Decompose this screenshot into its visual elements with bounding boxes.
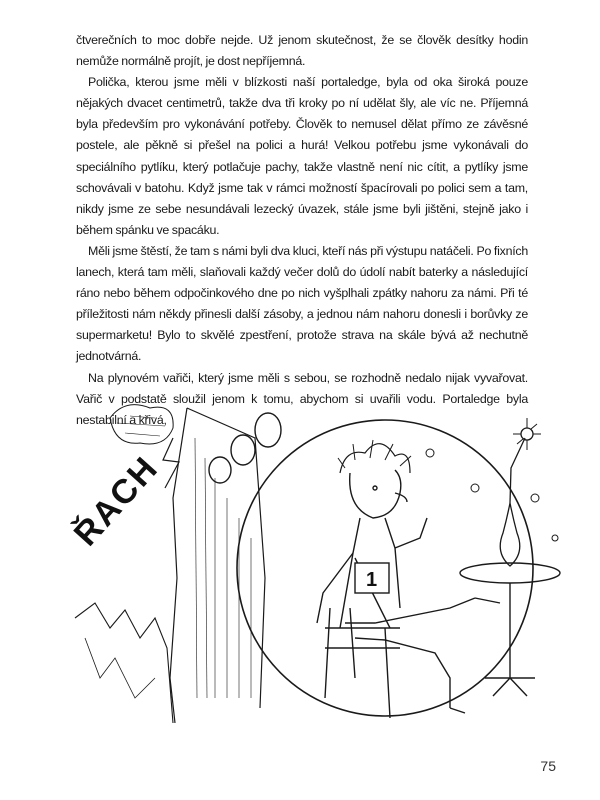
thought-bubble-small-1: [209, 457, 231, 483]
man-figure: [317, 440, 500, 713]
page-number: 75: [540, 758, 556, 774]
cartoon-illustration: [55, 378, 565, 723]
paragraph-2: Polička, kterou jsme měli v blízkosti naší portaledge, byla od oka široká pouze nějakých dvacet centimetrů, takže dva tři kroky po ní udělat šly, ale víc ne. Příjemná byla především pro vykonávání potřeby. Člověk to nemusel dělat přímo ze závěsné postele, ale pěkně si přešel na polici a hurá! Velkou potřebu jsme vykonávali do speciálního pytlíku, který potlačuje pachy, takže vlastně není nic cítit, a pytlíky jsme schovávali v batohu. Když jsme tak v rámci možností špacírovali po polici sem a tam, nikdy jsme ze sebe nesundávali lezecký úvazek, stále jsme byli jištěni, stejně jako i během spánku ve spacáku.: [76, 75, 528, 237]
paragraph-4: Na plynovém vařiči, který jsme měli s sebou, se rozhodně nedalo nijak vyvařovat. Vařič v podstatě sloužil jenom k tomu, abychom si uvařili vodu. Portaledge byla nestabilní a křivá,: [76, 370, 528, 427]
thought-bubble-small-2: [231, 435, 255, 465]
paragraph-1: čtverečních to moc dobře nejde. Už jenom skutečnost, že se člověk desítky hodin nemůže normálně projít, je dost nepříjemná.: [76, 33, 528, 69]
paragraph-3: Měli jsme štěstí, že tam s námi byli dva kluci, kteří nás při výstupu natáčeli. Po fixních lanech, která tam měli, slaňovali každý večer dolů do údolí nabít baterky a následující ráno nebo během odpočinkového dne po nich vyšplhali zpátky nahoru za námi. Při té příležitosti nám někdy přinesli další zásoby, a jednou nám nahoru donesli i borůvky ze supermarketu! Bylo to skvělé zpestření, protože strava na skále bývá až nechutně jednotvárná.: [76, 243, 528, 364]
side-table: [460, 563, 560, 696]
thought-bubble-small-3: [255, 413, 281, 447]
wall-flowers: [426, 449, 558, 541]
flower-vase: [500, 418, 541, 566]
body-text: [76, 30, 528, 431]
bib-number: 1: [366, 569, 378, 591]
sound-effect-text: ŘACH: [66, 448, 167, 554]
